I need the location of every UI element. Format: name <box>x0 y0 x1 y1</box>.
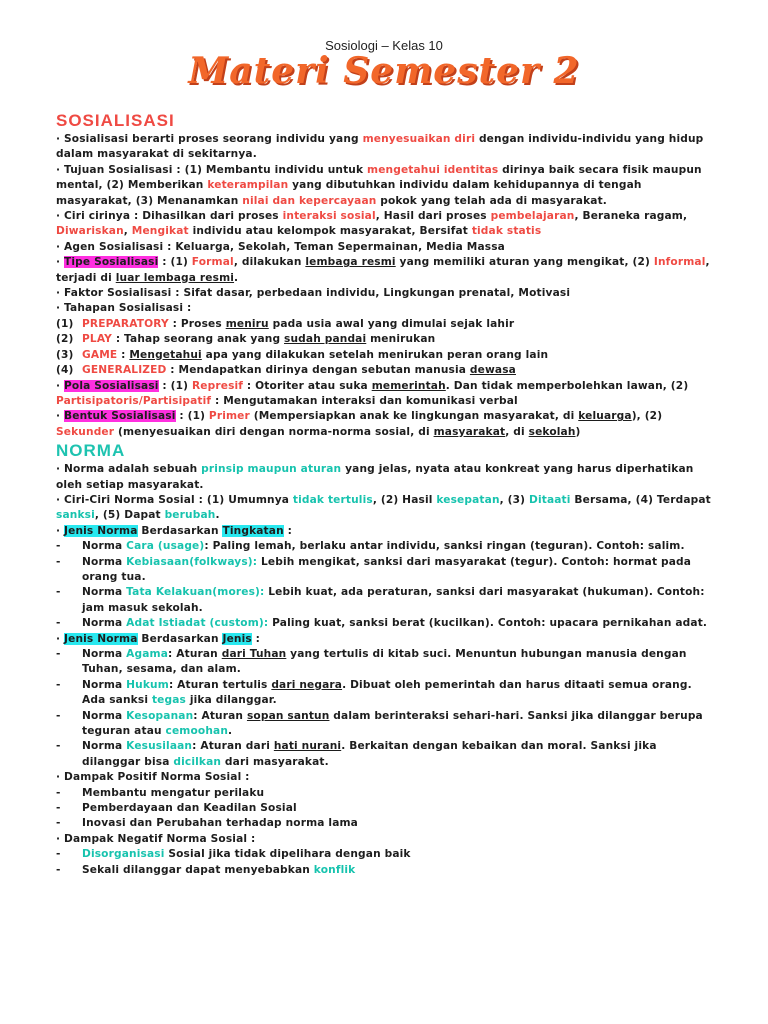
highlight-label: Tingkatan <box>222 524 284 537</box>
jenis-item: - Norma Kesopanan: Aturan sopan santun dalam berinteraksi sehari-hari. Sanksi jika dilanggar berupa teguran atau cemoohan. <box>56 709 703 738</box>
norma-positif-label: · Dampak Positif Norma Sosial : <box>56 771 250 784</box>
section-heading-sosialisasi: SOSIALISASI <box>56 111 175 130</box>
tahapan-item: (3) GAME : Mengetahui apa yang dilakukan setelah menirukan peran orang lain <box>56 348 549 361</box>
keyword: GAME <box>82 348 118 361</box>
keyword: Primer <box>208 410 250 423</box>
keyword: mengetahui identitas <box>367 163 499 176</box>
highlight-label: Tipe Sosialisasi <box>64 256 159 269</box>
norma-jenis-jenis-label: · Jenis Norma Berdasarkan Jenis : <box>56 632 261 645</box>
tahapan-item: (2) PLAY : Tahap seorang anak yang sudah pandai menirukan <box>56 333 436 346</box>
keyword: Ditaati <box>529 493 571 506</box>
highlight-label: Jenis Norma <box>64 524 138 537</box>
tingkatan-item: - Norma Adat Istiadat (custom): Paling kuat, sanksi berat (kucilkan). Contoh: upacara pernikahan adat. <box>56 617 708 630</box>
keyword: nilai dan kepercayaan <box>242 194 377 207</box>
tingkatan-item: - Norma Cara (usage): Paling lemah, berlaku antar individu, sanksi ringan (teguran). Contoh: salim. <box>56 540 685 553</box>
keyword: Formal <box>191 256 234 269</box>
negatif-item: - Sekali dilanggar dapat menyebabkan konflik <box>56 863 356 876</box>
underlined-term: Mengetahui <box>129 348 202 361</box>
highlight-label: Bentuk Sosialisasi <box>64 410 176 423</box>
sosialisasi-ciri: · Ciri cirinya : Dihasilkan dari proses interaksi sosial, Hasil dari proses pembelajaran, Beraneka ragam, Diwariskan, Mengikat individu atau kelompok masyarakat, Bersifat tidak statis <box>56 210 688 238</box>
keyword: sanksi <box>56 509 95 522</box>
norma-negatif-label: · Dampak Negatif Norma Sosial : <box>56 832 256 845</box>
notes-content <box>56 110 716 878</box>
keyword: Diwariskan <box>56 225 124 238</box>
highlight-label: Pola Sosialisasi <box>64 379 159 392</box>
sosialisasi-definition: · Sosialisasi berarti proses seorang individu yang menyesuaikan diri dengan individu-individu yang hidup dalam masyarakat di sekitarnya. <box>56 133 704 161</box>
underlined-term: lembaga resmi <box>305 256 396 269</box>
keyword: tidak tertulis <box>292 493 373 506</box>
underlined-term: sopan santun <box>246 709 330 722</box>
positif-item: - Membantu mengatur perilaku <box>56 786 265 799</box>
keyword: keterampilan <box>207 179 289 192</box>
sosialisasi-tipe: · Tipe Sosialisasi : (1) Formal, dilakukan lembaga resmi yang memiliki aturan yang mengikat, (2) Informal, terjadi di luar lembaga resmi. <box>56 256 710 284</box>
underlined-term: sekolah <box>528 425 576 438</box>
keyword: dicilkan <box>173 755 222 768</box>
underlined-term: masyarakat <box>433 425 506 438</box>
keyword: kesepatan <box>436 493 500 506</box>
keyword: berubah <box>164 509 216 522</box>
keyword: Adat Istiadat (custom): <box>126 617 269 630</box>
sosialisasi-bentuk: · Bentuk Sosialisasi : (1) Primer (Mempersiapkan anak ke lingkungan masyarakat, di keluarga), (2) Sekunder (menyesuaikan diri dengan norma-norma sosial, di masyarakat, di sekolah) <box>56 410 663 438</box>
keyword: Tata Kelakuan(mores): <box>126 586 265 599</box>
sosialisasi-agen: · Agen Sosialisasi : Keluarga, Sekolah, Teman Sepermainan, Media Massa <box>56 240 505 253</box>
keyword: cemoohan <box>165 725 229 738</box>
negatif-item: - Disorganisasi Sosial jika tidak dipelihara dengan baik <box>56 848 411 861</box>
keyword: tegas <box>151 694 186 707</box>
keyword: PLAY <box>82 333 112 346</box>
norma-definition: · Norma adalah sebuah prinsip maupun aturan yang jelas, nyata atau konkreat yang harus diperhatikan oleh setiap masyarakat. <box>56 463 694 491</box>
tahapan-item: (4) GENERALIZED : Mendapatkan dirinya dengan sebutan manusia dewasa <box>56 364 516 377</box>
underlined-term: keluarga <box>578 410 632 423</box>
page-title: Materi Semester 2 <box>188 50 580 92</box>
sosialisasi-tujuan: · Tujuan Sosialisasi : (1) Membantu individu untuk mengetahui identitas dirinya baik secara fisik maupun mental, (2) Memberikan keterampilan yang dibutuhkan individu dalam kehidupannya di tengah masyarakat, (3) Menanamkan nilai dan kepercayaan pokok yang telah ada di masyarakat. <box>56 163 702 207</box>
keyword: Partisipatoris/Partisipatif <box>56 394 212 407</box>
keyword: interaksi sosial <box>282 210 376 223</box>
page-subtitle: Sosiologi – Kelas 10 <box>325 38 443 53</box>
positif-item: - Pemberdayaan dan Keadilan Sosial <box>56 802 297 815</box>
keyword: Informal <box>653 256 706 269</box>
underlined-term: dari negara <box>271 678 343 691</box>
keyword: Sekunder <box>56 425 115 438</box>
keyword: Cara (usage) <box>126 540 205 553</box>
jenis-item: - Norma Kesusilaan: Aturan dari hati nurani. Berkaitan dengan kebaikan dan moral. Sanksi jika dilanggar bisa dicilkan dari masyarakat. <box>56 740 657 768</box>
keyword: Agama <box>126 648 169 660</box>
sosialisasi-pola: · Pola Sosialisasi : (1) Represif : Otoriter atau suka memerintah. Dan tidak memperbolehkan lawan, (2) Partisipatoris/Partisipatif : Mengutamakan interaksi dan komunikasi verbal <box>56 379 689 407</box>
jenis-item: - Norma Agama: Aturan dari Tuhan yang tertulis di kitab suci. Menuntun hubungan manusia dengan Tuhan, sesama, dan alam. <box>56 648 687 676</box>
highlight-label: Jenis <box>222 632 252 645</box>
keyword: Hukum <box>126 678 169 691</box>
underlined-term: memerintah <box>371 379 446 392</box>
underlined-term: luar lembaga resmi <box>115 271 235 284</box>
underlined-term: sudah pandai <box>284 333 367 346</box>
keyword: Kesusilaan <box>126 740 193 753</box>
keyword: GENERALIZED <box>82 364 167 377</box>
tingkatan-item: - Norma Tata Kelakuan(mores): Lebih kuat, ada peraturan, sanksi dari masyarakat (hukuman). Contoh: jam masuk sekolah. <box>56 586 705 614</box>
positif-item: - Inovasi dan Perubahan terhadap norma lama <box>56 817 358 830</box>
highlight-label: Jenis Norma <box>64 632 138 645</box>
keyword: PREPARATORY <box>82 317 169 330</box>
keyword: pembelajaran <box>490 210 575 223</box>
keyword: tidak statis <box>471 225 542 238</box>
keyword: konflik <box>313 863 356 876</box>
keyword: menyesuaikan diri <box>362 133 476 145</box>
sosialisasi-tahapan-label: · Tahapan Sosialisasi : <box>56 302 192 315</box>
keyword: Disorganisasi <box>82 848 165 861</box>
section-heading-norma: NORMA <box>56 441 126 461</box>
norma-ciri: · Ciri-Ciri Norma Sosial : (1) Umumnya tidak tertulis, (2) Hasil kesepatan, (3) Ditaati Bersama, (4) Terdapat sanksi, (5) Dapat berubah. <box>56 493 711 522</box>
underlined-term: hati nurani <box>273 740 342 753</box>
keyword: prinsip maupun aturan <box>201 463 342 476</box>
keyword: Mengikat <box>131 225 189 238</box>
keyword: Represif <box>191 379 244 392</box>
jenis-item: - Norma Hukum: Aturan tertulis dari negara. Dibuat oleh pemerintah dan harus ditaati semua orang. Ada sanksi tegas jika dilanggar. <box>56 678 692 707</box>
tingkatan-item: - Norma Kebiasaan(folkways): Lebih mengikat, sanksi dari masyarakat (tegur). Contoh: hormat pada orang tua. <box>56 555 692 583</box>
underlined-term: dewasa <box>469 364 516 377</box>
underlined-term: meniru <box>225 317 269 330</box>
sosialisasi-faktor: · Faktor Sosialisasi : Sifat dasar, perbedaan individu, Lingkungan prenatal, Motivasi <box>56 287 571 300</box>
keyword: Kebiasaan(folkways): <box>126 555 258 568</box>
norma-jenis-tingkatan-label: · Jenis Norma Berdasarkan Tingkatan : <box>56 524 292 537</box>
keyword: Kesopanan <box>126 709 194 722</box>
tahapan-item: (1) PREPARATORY : Proses meniru pada usia awal yang dimulai sejak lahir <box>56 317 515 330</box>
underlined-term: dari Tuhan <box>221 648 287 660</box>
